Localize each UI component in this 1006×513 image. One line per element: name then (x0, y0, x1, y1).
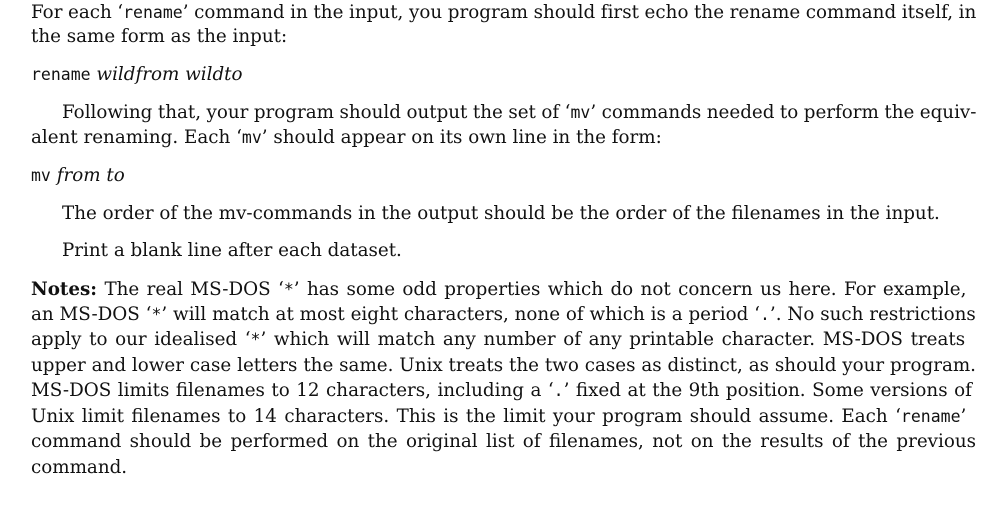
notes-line-1 (31, 277, 976, 302)
paragraph-blank-line: Print a blank line after each dataset. (62, 240, 402, 261)
code-mv: mv (31, 166, 51, 185)
paragraph-order: The order of the mv-commands in the output should be the order of the filenames in the input. (62, 203, 940, 224)
text: ’ will match at most eight characters, none of which is a period ‘ (161, 304, 760, 325)
code-rename: rename (123, 3, 183, 22)
arg-wildfrom: wildfrom (96, 64, 180, 85)
code-dot: . (759, 305, 770, 324)
notes-line-3 (31, 327, 976, 352)
text: ’. No such restrictions (769, 304, 976, 325)
code-mv: mv (570, 103, 591, 122)
code-dot: . (553, 381, 564, 400)
text: ’ which will match any number of any printable character. MS-DOS treats (260, 329, 966, 350)
arg-wildto: wildto (185, 64, 243, 85)
code-star: * (283, 280, 294, 299)
code-rename: rename (900, 407, 961, 426)
paragraph-mv-line-1 (31, 100, 976, 125)
text: MS-DOS limits filenames to 12 characters, including a ‘ (31, 380, 554, 401)
text: Unix limit filenames to 14 characters. This is the limit your program should assume. Each ‘ (31, 406, 901, 427)
text: Following that, your program should output the set of ‘ (62, 102, 571, 123)
arg-from: from (56, 165, 101, 186)
notes-line-8: command. (31, 457, 128, 478)
paragraph-echo-line-1 (31, 0, 976, 25)
text: ’ (960, 406, 967, 427)
syntax-mv (31, 163, 976, 188)
notes-label: Notes: (31, 279, 98, 300)
syntax-rename (31, 62, 976, 87)
notes-line-2 (31, 302, 976, 327)
code-rename: rename (31, 65, 91, 84)
text: The real MS-DOS ‘ (97, 279, 284, 300)
paragraph-mv-line-2 (31, 125, 976, 150)
text: an MS-DOS ‘ (31, 304, 152, 325)
notes-line-7: command should be performed on the original list of filenames, not on the results of the previous (31, 431, 976, 452)
text: apply to our idealised ‘ (31, 329, 251, 350)
text: ’ fixed at the 9th position. Some versions of (563, 380, 972, 401)
code-star: * (151, 305, 162, 324)
code-star: * (250, 330, 261, 349)
notes-line-6 (31, 404, 976, 429)
arg-to: to (106, 165, 125, 186)
text: ’ command in the input, you program should first echo the rename command itself, in (182, 2, 977, 23)
text: alent renaming. Each ‘ (31, 127, 242, 148)
paragraph-echo-line-2: the same form as the input: (31, 26, 288, 47)
notes-line-4: upper and lower case letters the same. Unix treats the two cases as distinct, as should your program. (31, 355, 976, 376)
code-mv: mv (241, 128, 262, 147)
text: ’ should appear on its own line in the form: (261, 127, 662, 148)
text: ’ has some odd properties which do not concern us here. For example, (293, 279, 967, 300)
notes-line-5 (31, 378, 976, 403)
text: For each ‘ (31, 2, 124, 23)
text: ’ commands needed to perform the equiv- (590, 102, 977, 123)
